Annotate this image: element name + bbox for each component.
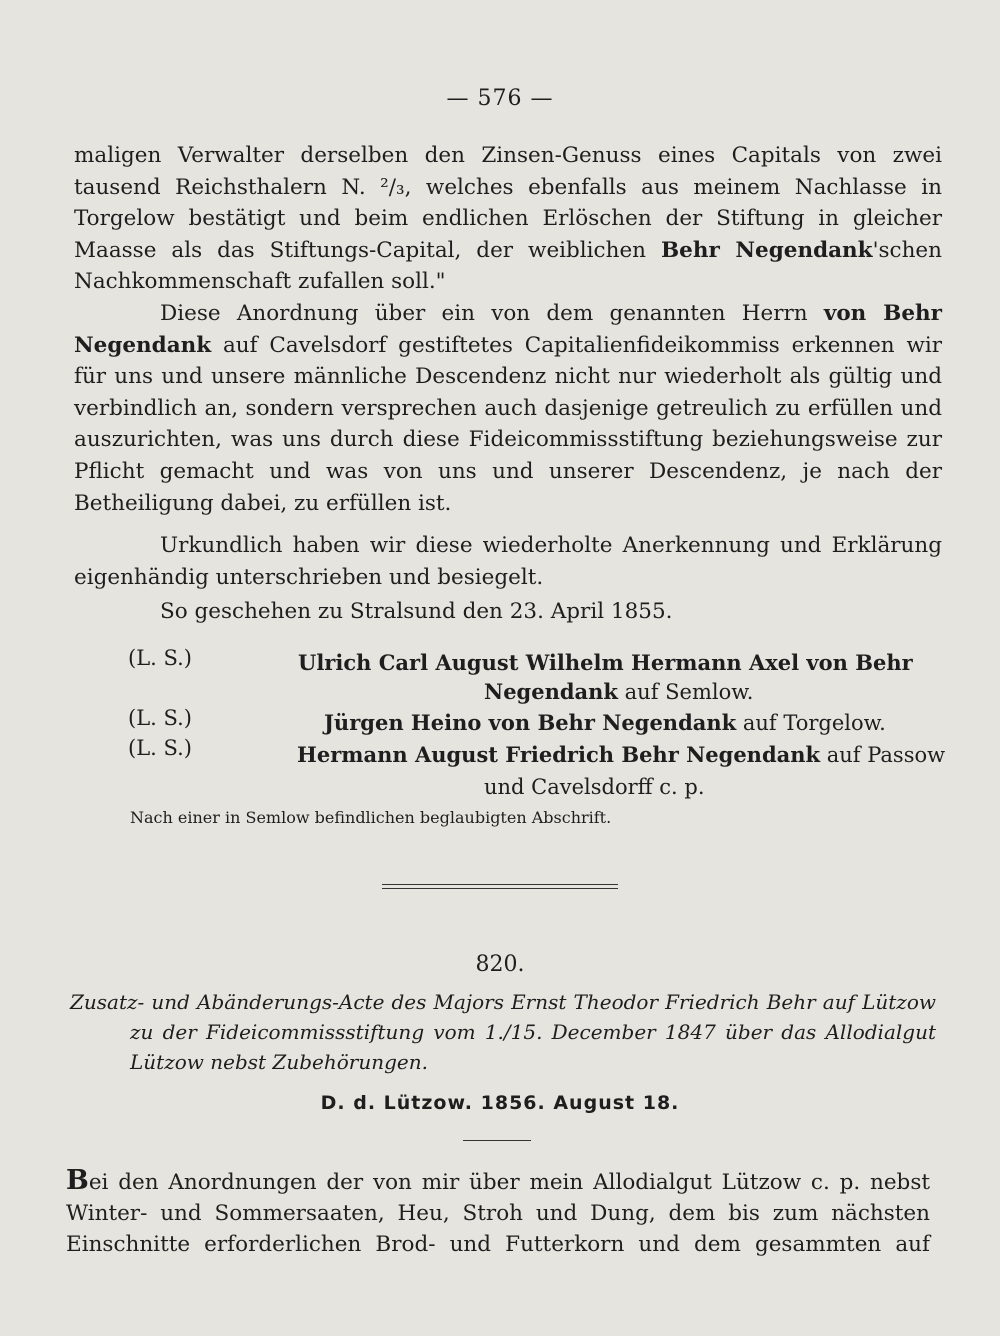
document-date: D. d. Lützow. 1856. August 18.	[320, 1092, 680, 1114]
opening-line-1: Bei den Anordnungen der von mir über mein Allodialgut Lützow c. p. nebst	[66, 1165, 930, 1196]
seal-mark-3: (L. S.)	[128, 736, 192, 760]
para4-text: So geschehen zu Stralsund den 23. April 1855.	[160, 599, 673, 624]
para2-text-b: auf Cavelsdorf gestiftetes Capitalienfideikommiss erkennen wir für uns und unsere männliche Descendenz nicht nur wiederholt als gültig und verbindlich an, sondern versprechen auch dasjenige getreulich zu erfüllen und auszurichten, was uns durch diese Fideicommissstiftung beziehungsweise zur Pflicht gemacht und was von uns und unserer Descendenz, je nach der Betheiligung dabei, zu erfüllen ist.	[74, 332, 942, 516]
para2-bold-name: von Behr Negendank	[74, 301, 942, 358]
signature-1-line2: Negendank auf Semlow.	[484, 679, 754, 704]
para1-bold-name: Behr Negendank	[660, 237, 873, 263]
para1-text-b: 'schen Nachkommenschaft zufallen soll."	[74, 237, 942, 295]
divider-double-bottom	[382, 888, 618, 889]
paragraph-opening	[66, 1165, 930, 1260]
paragraph-continuation	[74, 140, 942, 298]
seal-mark-2: (L. S.)	[128, 706, 192, 730]
opening-line-2: Winter- und Sommersaaten, Heu, Stroh und Dung, dem bis zum nächsten	[66, 1201, 930, 1226]
divider-short	[463, 1140, 531, 1141]
para1-text-a: maligen Verwalter derselben den Zinsen-Genuss eines Capitals von zwei tausend Reichsthalern N. ²/₃, welches ebenfalls aus meinem Nachlasse in Torgelow bestätigt und beim endlichen Erlöschen der Stiftung in gleicher Maasse als das Stiftungs-Capital, der weiblichen	[74, 143, 942, 263]
paragraph-urkundlich	[74, 530, 942, 593]
page-number: — 576 —	[446, 86, 554, 111]
seal-mark-1: (L. S.)	[128, 646, 192, 670]
title-line-1: Zusatz- und Abänderungs-Acte des Majors Ernst Theodor Friedrich Behr auf Lützow	[70, 990, 936, 1014]
para2-text-a: Diese Anordnung über ein von dem genannten Herrn	[160, 301, 824, 326]
title-line-2: zu der Fideicommissstiftung vom 1./15. December 1847 über das Allodialgut	[130, 1020, 936, 1044]
opening-line-3: Einschnitte erforderlichen Brod- und Futterkorn und dem gesammten auf	[66, 1232, 930, 1257]
paragraph-anordnung	[74, 298, 942, 519]
document-title	[70, 987, 936, 1077]
source-note: Nach einer in Semlow befindlichen beglaubigten Abschrift.	[130, 808, 612, 827]
para3-text: Urkundlich haben wir diese wiederholte Anerkennung und Erklärung eigenhändig unterschrieben und besiegelt.	[74, 533, 942, 590]
signature-3-line2: und Cavelsdorff c. p.	[484, 775, 705, 799]
paragraph-place-date	[74, 596, 942, 628]
signature-1-name: Ulrich Carl August Wilhelm Hermann Axel von Behr	[298, 650, 913, 675]
signature-2-name: Jürgen Heino von Behr Negendank auf Torgelow.	[324, 710, 886, 735]
document-number: 820.	[475, 952, 525, 977]
divider-double-top	[382, 884, 618, 885]
title-line-3: Lützow nebst Zubehörungen.	[130, 1050, 428, 1074]
signature-3-name: Hermann August Friedrich Behr Negendank auf Passow	[297, 742, 946, 767]
